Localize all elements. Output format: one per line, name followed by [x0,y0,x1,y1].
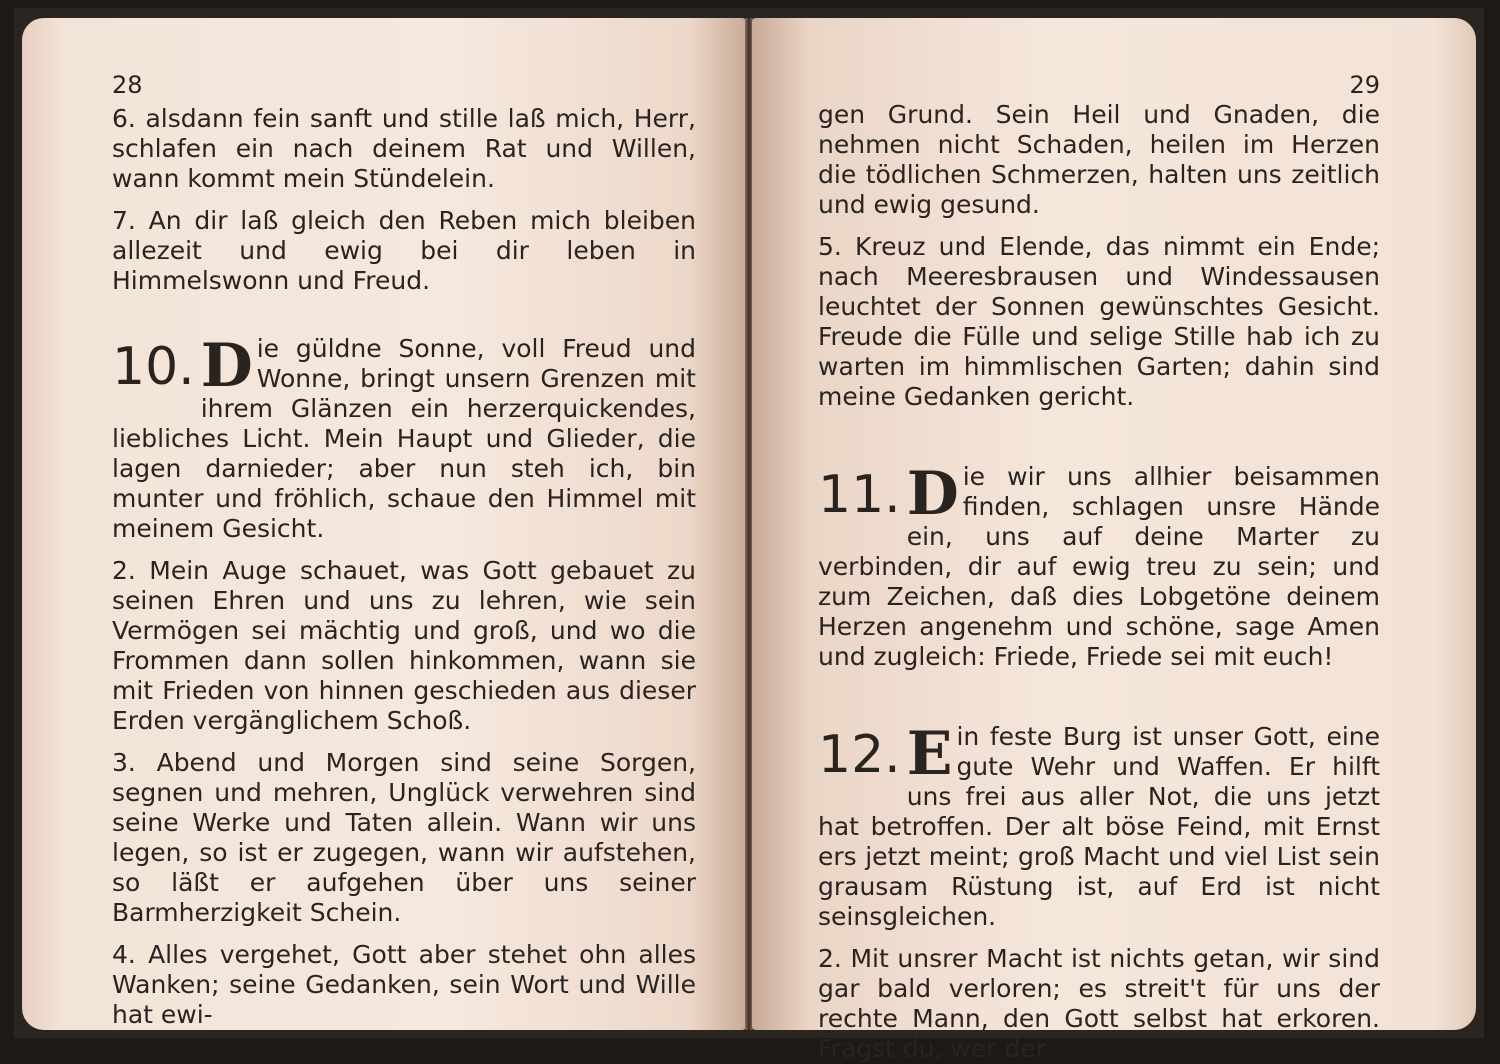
open-book [14,8,1484,1063]
hymn-number: 11. [818,465,901,525]
right-page [752,18,1476,1063]
hymn-11 [818,459,1380,672]
hymn-text: ie wir uns allhier beisammen finden, schlagen unsre Hände ein, uns auf deine Marter zu verbinden, dir auf ewig treu zu sein; und zum Zeichen, daß dies Lobgetöne deinem Herzen angenehm und schöne, sage Amen und zugleich: Friede, Friede sei mit euch! [818,462,1380,671]
verse-6: 6. alsdann fein sanft und stille laß mich, Herr, schlafen ein nach deinem Rat und Willen, wann kommt mein Stündelein. [112,104,696,193]
verse-continuation: gen Grund. Sein Heil und Gnaden, die nehmen nicht Schaden, heilen im Herzen die tödlichen Schmerzen, halten uns zeitlich und ewig gesund. [818,100,1380,219]
hymn-10 [112,331,696,544]
verse-7: 7. An dir laß gleich den Reben mich bleiben allezeit und ewig bei dir leben in Himmelswonn und Freud. [112,206,696,295]
hymn-text: in feste Burg ist unser Gott, eine gute Wehr und Waffen. Er hilft uns frei aus aller Not, die uns jetzt hat betroffen. Der alt böse Feind, mit Ernst ers jetzt meint; groß Macht und viel List sein grausam Rüstung ist, auf Erd ist nicht seinsgleichen. [818,722,1380,931]
hymn-text: ie güldne Sonne, voll Freud und Wonne, bringt unsern Grenzen mit ihrem Glänzen ein herzerquickendes, liebliches Licht. Mein Haupt und Glieder, die lagen darnieder; aber nun steh ich, bin munter und fröhlich, schaue den Himmel mit meinem Gesicht. [112,334,696,543]
hymn-number: 10. [112,337,195,397]
verse-2: 2. Mein Auge schauet, was Gott gebauet zu seinen Ehren und uns zu lehren, wie sein Vermögen sei mächtig und groß, und wo die Frommen dann sollen hinkommen, wann sie mit Frieden von hinnen geschieden aus dieser Erden vergänglichem Schoß. [112,556,696,735]
drop-cap: D [906,459,959,529]
hymn-12 [818,719,1380,932]
verse-3: 3. Abend und Morgen sind seine Sorgen, segnen und mehren, Unglück verwehren sind seine Werke und Taten allein. Wann wir uns legen, so ist er zugegen, wann wir aufstehen, so läßt er aufgehen über uns seiner Barmherzigkeit Schein. [112,748,696,927]
drop-cap: E [906,719,953,789]
drop-cap: D [200,331,253,401]
verse-4: 4. Alles vergehet, Gott aber stehet ohn alles Wanken; seine Gedanken, sein Wort und Wille hat ewi- [112,940,696,1029]
left-page [22,18,746,1030]
verse-5: 5. Kreuz und Elende, das nimmt ein Ende; nach Meeresbrausen und Windessausen leuchtet der Sonnen gewünschtes Gesicht. Freude die Fülle und selige Stille hab ich zu warten im himmlischen Garten; dahin sind meine Gedanken gericht. [818,232,1380,411]
page-number: 28 [112,71,143,99]
hymn-number: 12. [818,725,901,785]
verse-2: 2. Mit unsrer Macht ist nichts getan, wir sind gar bald verloren; es streit't für uns der rechte Mann, den Gott selbst hat erkoren. Fragst du, wer der [818,944,1380,1063]
page-number: 29 [1349,71,1380,99]
